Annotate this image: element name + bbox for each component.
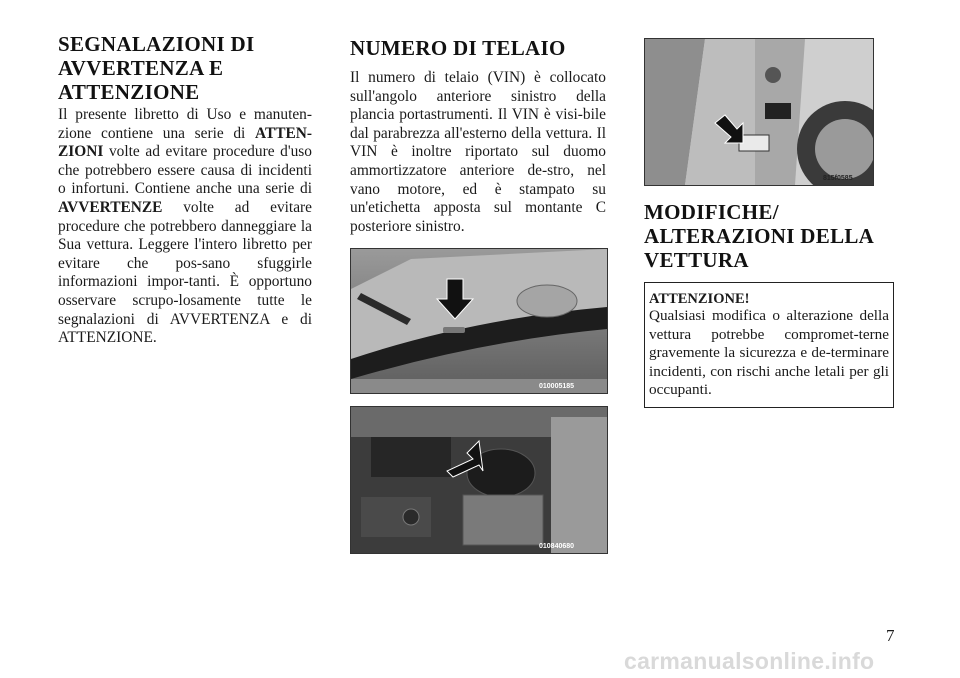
warnings-emphasis-attenzioni: ATTEN-ZIONI [58,124,312,161]
warnings-paragraph [58,106,312,348]
dashboard-illustration [351,249,607,393]
warning-box [644,282,894,408]
vin-paragraph: Il numero di telaio (VIN) è collocato sull'angolo anteriore sinistro della plancia portastrumenti. Il VIN è visi-bile dal parabrezza all'esterno della vettura. Il VIN è inoltre riportato sul duomo ammortizzatore anteriore de-stro, nel vano motore, ed è stampato su un'etichetta apposta sul montante C posteriore sinistro. [350,69,606,235]
section-title-modifications: MODIFICHE/ ALTERAZIONI DELLA VETTURA [644,200,875,272]
section-title-warnings: SEGNALAZIONI DI AVVERTENZA E ATTENZIONE [58,32,255,104]
section-title-vin: NUMERO DI TELAIO [350,36,566,60]
warnings-text-part1: Il presente libretto di Uso e manuten-zione contiene una serie di [58,106,312,142]
watermark: carmanualsonline.info [624,648,875,674]
photo-vin-dashboard [350,248,608,394]
section-warnings [58,32,312,348]
pillar-illustration [645,39,873,185]
warnings-text-part3: volte ad evitare procedure che potrebbero danneggiare la Sua vettura. Leggere l'intero libretto per evitare che pos-sano sfuggirle informazioni impor-tanti. È opportuno osservare scrupo-losamente tutte le segnalazioni di AVVERTENZA e di ATTENZIONE. [58,198,312,347]
image-code: 815f0585 [823,175,853,182]
section-vin [350,32,606,236]
warning-text: Qualsiasi modifica o alterazione della vettura potrebbe compromet-terne gravemente la sicurezza e de-terminare incidenti, con rischi anche letali per gli occupanti. [649,307,889,398]
image-code: 010840680 [539,543,575,550]
photo-vin-engine [350,406,608,554]
engine-illustration [351,407,607,553]
warnings-emphasis-avvertenze: AVVERTENZE [58,198,163,216]
warning-title: ATTENZIONE! [649,291,750,307]
warnings-text-part2: volte ad evitare procedure d'uso che potrebbero essere causa di incidenti o infortuni. Contiene anche una serie di [58,143,312,198]
photo-vin-pillar [644,38,874,186]
page-number: 7 [886,626,895,645]
image-code: 010005185 [539,383,575,390]
